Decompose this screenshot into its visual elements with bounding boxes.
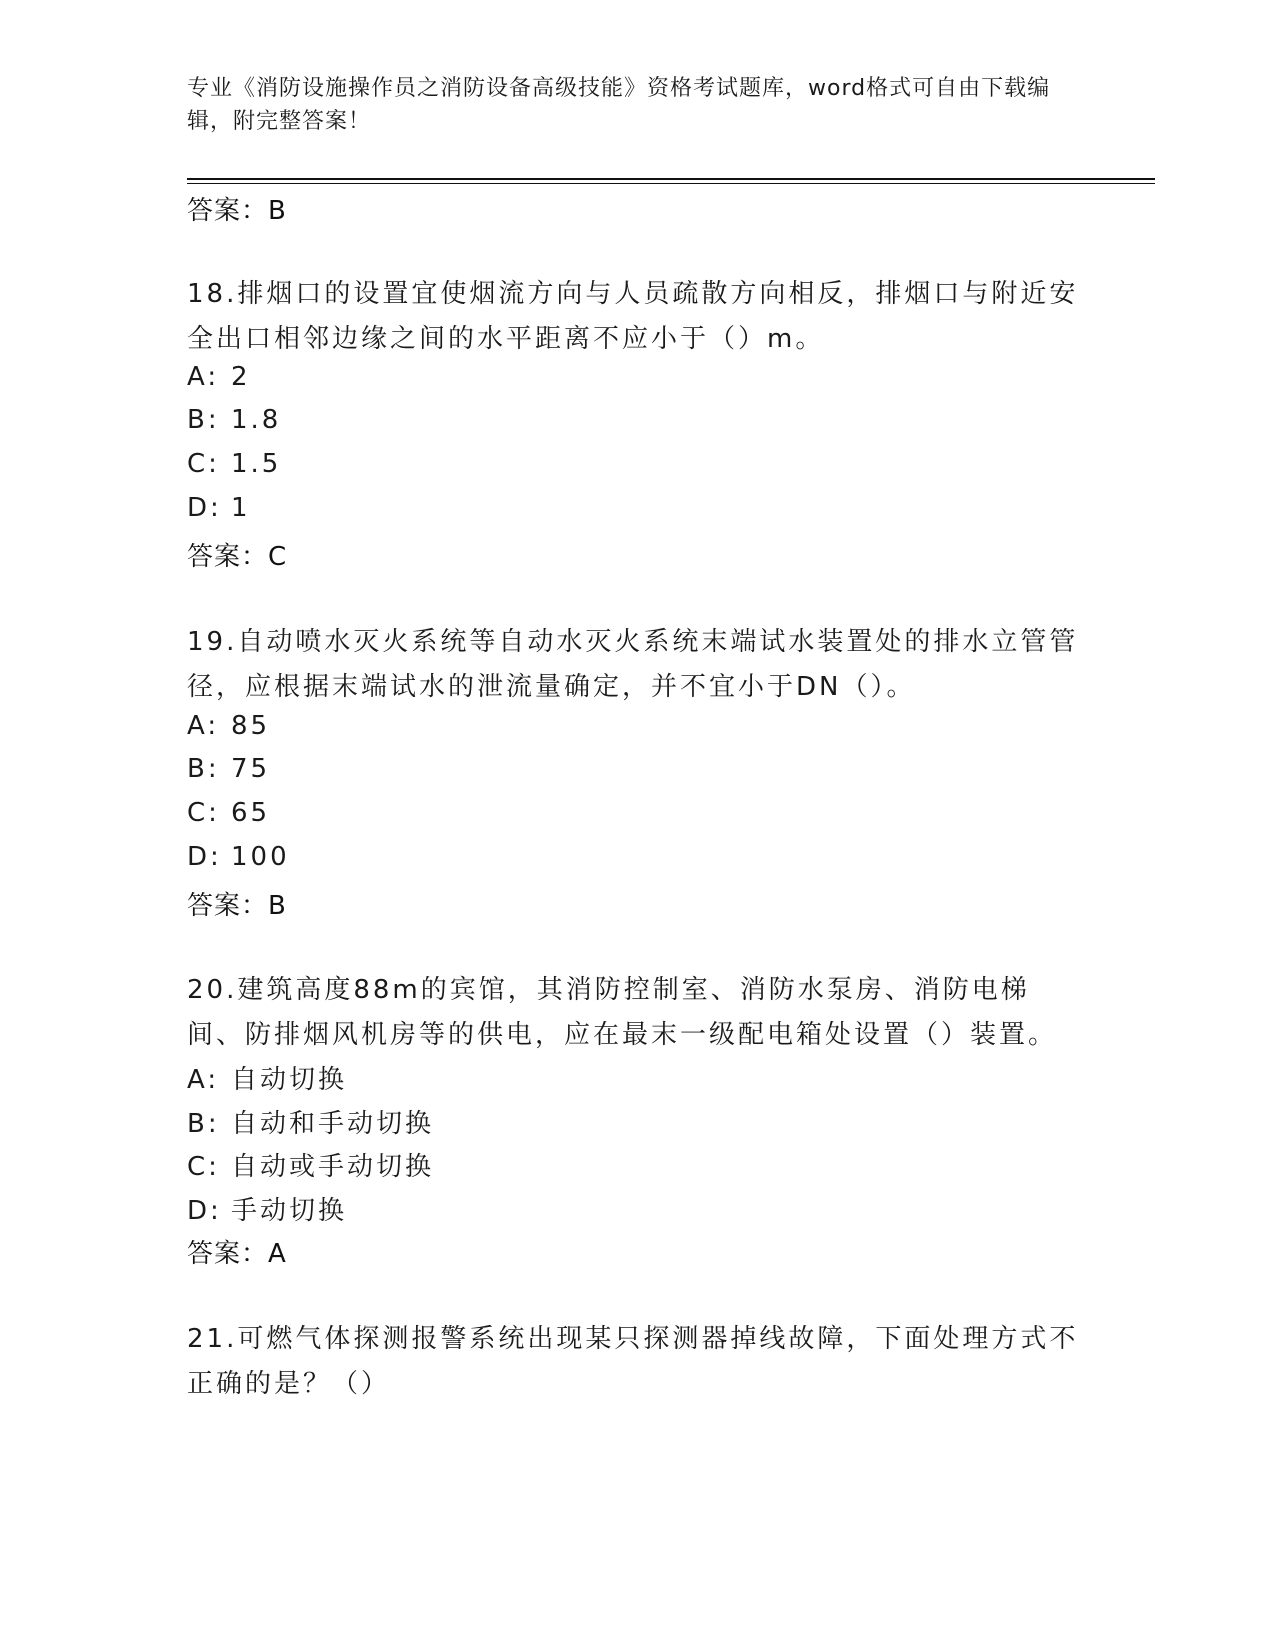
question-20-text: 20.建筑高度88m的宾馆，其消防控制室、消防水泵房、消防电梯间、防排烟风机房等的供电，应在最末一级配电箱处设置（）装置。 xyxy=(187,975,1058,1050)
option-value: 75 xyxy=(231,754,271,784)
question-19-option-a xyxy=(187,711,270,741)
question-20-option-d xyxy=(187,1190,347,1227)
option-label: C: xyxy=(187,449,220,479)
option-label: B: xyxy=(187,405,220,435)
question-19-text: 19.自动喷水灭火系统等自动水灭火系统末端试水装置处的排水立管管径，应根据末端试水的泄流量确定，并不宜小于DN（）。 xyxy=(187,627,1079,702)
option-value: 100 xyxy=(231,842,290,872)
answer-18: 答案：C xyxy=(187,542,288,572)
document-header: 专业《消防设施操作员之消防设备高级技能》资格考试题库，word格式可自由下载编辑，附完整答案！ xyxy=(187,76,1051,134)
option-value: 85 xyxy=(231,711,271,741)
option-value: 2 xyxy=(231,362,251,392)
header-divider-thick xyxy=(187,178,1155,180)
answer-20: 答案：A xyxy=(187,1239,287,1269)
question-18-option-b xyxy=(187,405,281,435)
question-20-option-b xyxy=(187,1103,434,1140)
option-value: 自动切换 xyxy=(231,1065,348,1095)
question-19-option-d xyxy=(187,842,290,872)
question-21-text: 21.可燃气体探测报警系统出现某只探测器掉线故障，下面处理方式不正确的是？（） xyxy=(187,1324,1079,1399)
option-label: C: xyxy=(187,1152,220,1182)
option-value: 1 xyxy=(231,493,251,523)
option-label: D: xyxy=(187,842,222,872)
option-label: B: xyxy=(187,754,220,784)
option-label: A: xyxy=(187,362,220,392)
option-label: D: xyxy=(187,493,222,523)
question-18-option-a xyxy=(187,362,251,392)
question-18-text: 18.排烟口的设置宜使烟流方向与人员疏散方向相反，排烟口与附近安全出口相邻边缘之间的水平距离不应小于（）m。 xyxy=(187,279,1079,354)
question-20-option-a xyxy=(187,1059,347,1096)
option-label: A: xyxy=(187,1065,220,1095)
option-label: B: xyxy=(187,1109,220,1139)
question-19-option-b xyxy=(187,754,270,784)
option-value: 自动和手动切换 xyxy=(231,1109,435,1139)
option-label: C: xyxy=(187,798,220,828)
option-value: 1.8 xyxy=(231,405,282,435)
option-value: 65 xyxy=(231,798,271,828)
answer-19: 答案：B xyxy=(187,891,287,921)
option-label: A: xyxy=(187,711,220,741)
question-18-option-d xyxy=(187,493,251,523)
option-value: 自动或手动切换 xyxy=(231,1152,435,1182)
header-divider-thin xyxy=(187,183,1155,184)
question-19-option-c xyxy=(187,798,270,828)
answer-17: 答案：B xyxy=(187,196,287,226)
option-value: 1.5 xyxy=(231,449,282,479)
option-value: 手动切换 xyxy=(231,1196,348,1226)
question-18-option-c xyxy=(187,449,281,479)
option-label: D: xyxy=(187,1196,222,1226)
question-20-option-c xyxy=(187,1146,434,1183)
